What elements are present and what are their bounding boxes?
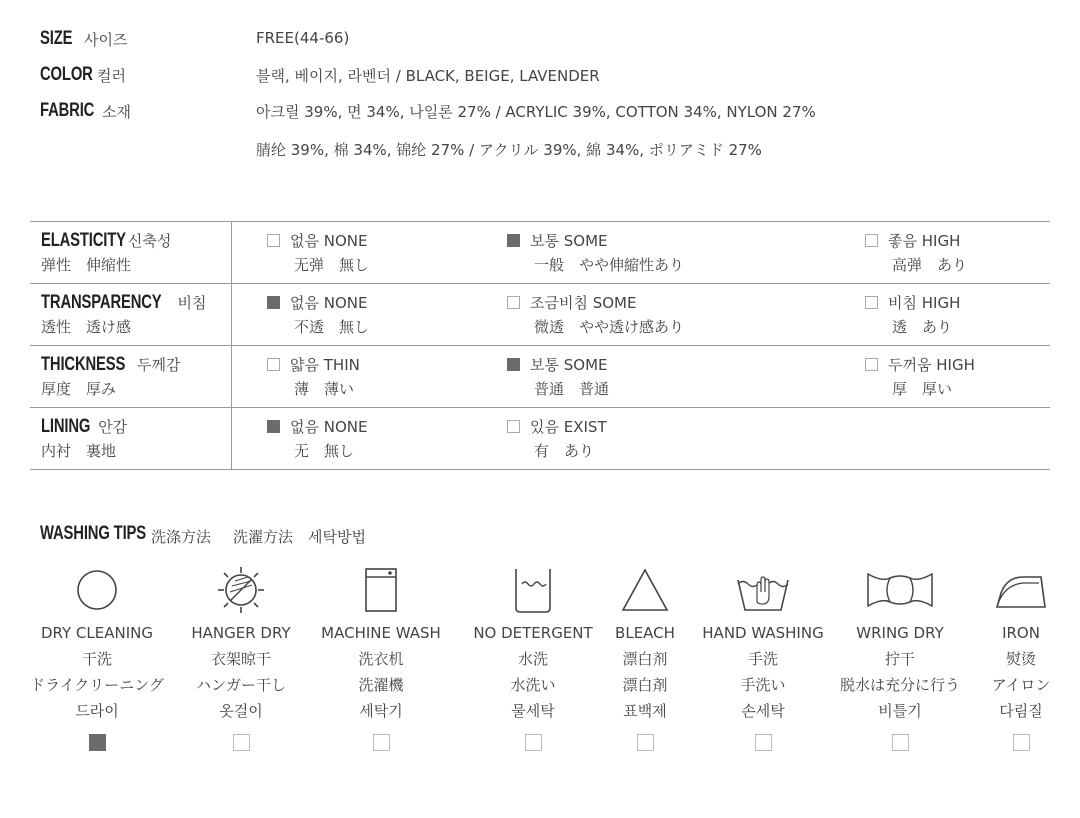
wash-label-en: BLEACH	[615, 624, 675, 642]
wash-label-ja: 水洗い	[510, 676, 556, 694]
option-sub: 一般 やや伸縮性あり	[534, 256, 685, 274]
option-label: 있음 EXIST	[530, 418, 607, 436]
wash-label-en: WRING DRY	[856, 624, 944, 642]
wash-label-zh: 手洗	[747, 650, 778, 668]
washing-tips-ja: 洗濯方法	[233, 528, 294, 546]
property-kor: 신축성	[127, 232, 172, 250]
option-checkbox[interactable]	[865, 296, 878, 309]
wash-checkbox[interactable]	[892, 734, 909, 751]
property-kor: 비침	[177, 294, 207, 312]
option-label: 얇음 THIN	[290, 356, 360, 374]
option-checkbox[interactable]	[865, 234, 878, 247]
properties-table	[30, 221, 1050, 470]
option-label: 비침 HIGH	[888, 294, 961, 312]
option-checkbox[interactable]	[507, 234, 520, 247]
spec-fabric-value: 아크릴 39%, 면 34%, 나일론 27% / ACRYLIC 39%, COTTON 34%, NYLON 27%	[256, 103, 816, 121]
option-checkbox[interactable]	[865, 358, 878, 371]
wash-item-iron	[946, 560, 1080, 755]
option-checkbox[interactable]	[267, 296, 280, 309]
spec-size	[40, 28, 350, 50]
option-label: 두꺼움 HIGH	[888, 356, 975, 374]
wash-label-zh: 水洗	[517, 650, 548, 668]
property-sub: 弹性 伸缩性	[41, 256, 132, 274]
spec-size-label: SIZE	[40, 28, 73, 49]
option-sub: 高弹 あり	[892, 256, 968, 274]
wash-label-ja: 脱水は充分に行う	[839, 676, 960, 694]
wash-label-en: IRON	[1002, 624, 1040, 642]
wash-label-en: HANGER DRY	[191, 624, 291, 642]
spec-fabric-label: FABRIC	[40, 100, 95, 121]
spec-fabric	[40, 100, 816, 122]
dry-cleaning-icon	[22, 560, 172, 620]
wash-label-ko: 다림질	[999, 702, 1043, 720]
property-row-transparency	[30, 284, 1050, 346]
wash-checkbox[interactable]	[637, 734, 654, 751]
wash-item-hand-washing	[688, 560, 838, 755]
property-kor: 두께감	[137, 356, 181, 374]
option-label: 보통 SOME	[530, 356, 608, 374]
wash-label-en: NO DETERGENT	[473, 624, 593, 642]
option-checkbox[interactable]	[507, 420, 520, 433]
option-checkbox[interactable]	[507, 296, 520, 309]
property-row-thickness	[30, 346, 1050, 408]
hanger-dry-icon	[166, 560, 316, 620]
wash-item-dry-cleaning	[22, 560, 172, 755]
property-title: LINING	[41, 416, 91, 437]
wash-label-zh: 拧干	[884, 650, 915, 668]
option-sub: 微透 やや透け感あり	[534, 318, 685, 336]
option-checkbox[interactable]	[267, 358, 280, 371]
option-sub: 无弹 無し	[294, 256, 370, 274]
wash-checkbox[interactable]	[373, 734, 390, 751]
property-title: TRANSPARENCY	[41, 292, 162, 313]
wash-label-ja: 漂白剤	[622, 676, 668, 694]
option-checkbox[interactable]	[507, 358, 520, 371]
washing-tips-title: WASHING TIPS	[40, 523, 146, 544]
spec-color	[40, 64, 600, 86]
spec-size-value: FREE(44-66)	[256, 29, 350, 47]
spec-color-value: 블랙, 베이지, 라벤더 / BLACK, BEIGE, LAVENDER	[256, 67, 600, 85]
option-sub: 不透 無し	[294, 318, 370, 336]
wash-label-zh: 熨烫	[1005, 650, 1036, 668]
wash-label-en: HAND WASHING	[702, 624, 824, 642]
property-title: ELASTICITY	[41, 230, 126, 251]
washing-tips-ko: 세탁방법	[308, 528, 366, 546]
hand-washing-icon	[688, 560, 838, 620]
wash-label-ko: 표백제	[623, 702, 667, 720]
wash-label-ja: 洗濯機	[358, 676, 404, 694]
wash-label-ko: 손세탁	[741, 702, 785, 720]
wash-checkbox[interactable]	[1013, 734, 1030, 751]
option-label: 좋음 HIGH	[888, 232, 961, 250]
spec-color-label: COLOR	[40, 64, 93, 85]
wash-item-hanger-dry	[166, 560, 316, 755]
property-title: THICKNESS	[41, 354, 126, 375]
option-sub: 透 あり	[892, 318, 953, 336]
property-sub: 内衬 裏地	[41, 442, 117, 460]
option-sub: 有 あり	[534, 442, 595, 460]
wash-label-ko: 비틀기	[878, 702, 922, 720]
wash-label-ko: 드라이	[75, 702, 119, 720]
option-label: 없음 NONE	[290, 232, 368, 250]
wash-item-machine-wash	[306, 560, 456, 755]
spec-fabric-kor: 소재	[102, 103, 131, 121]
spec-fabric-value-alt: 腈纶 39%, 棉 34%, 锦纶 27% / アクリル 39%, 綿 34%, ポリアミド 27%	[256, 141, 762, 159]
option-label: 조금비침 SOME	[530, 294, 637, 312]
property-row-lining	[30, 408, 1050, 470]
wash-checkbox[interactable]	[89, 734, 106, 751]
wash-checkbox[interactable]	[233, 734, 250, 751]
wash-label-zh: 漂白剂	[622, 650, 668, 668]
wash-checkbox[interactable]	[755, 734, 772, 751]
wash-label-en: MACHINE WASH	[321, 624, 441, 642]
property-kor: 안감	[98, 418, 128, 436]
property-sub: 透性 透け感	[41, 318, 132, 336]
wash-label-ko: 세탁기	[359, 702, 403, 720]
wash-label-en: DRY CLEANING	[40, 624, 153, 642]
washing-tips-header	[40, 523, 366, 546]
option-label: 보통 SOME	[530, 232, 608, 250]
option-sub: 薄 薄い	[294, 380, 355, 398]
washing-tips-zh: 洗涤方法	[151, 528, 212, 546]
wash-label-ja: 手洗い	[740, 676, 786, 694]
wash-label-ja: ハンガー干し	[195, 676, 286, 694]
wash-label-ko: 옷걸이	[219, 702, 263, 720]
spec-color-kor: 컬러	[97, 67, 126, 85]
wash-label-ko: 물세탁	[511, 702, 555, 720]
option-label: 없음 NONE	[290, 294, 368, 312]
wash-label-ja: ドライクリーニング	[30, 676, 164, 694]
wash-label-zh: 干洗	[81, 650, 112, 668]
spec-size-kor: 사이즈	[84, 31, 128, 49]
option-sub: 普通 普通	[534, 380, 610, 398]
option-label: 없음 NONE	[290, 418, 368, 436]
wash-checkbox[interactable]	[525, 734, 542, 751]
option-checkbox[interactable]	[267, 234, 280, 247]
wash-label-zh: 洗衣机	[358, 650, 404, 668]
wash-label-zh: 衣架晾干	[210, 650, 271, 668]
machine-wash-icon	[306, 560, 456, 620]
option-sub: 无 無し	[294, 442, 355, 460]
wash-label-ja: アイロン	[991, 676, 1051, 694]
property-sub: 厚度 厚み	[41, 380, 117, 398]
option-checkbox[interactable]	[267, 420, 280, 433]
option-sub: 厚 厚い	[892, 380, 953, 398]
iron-icon	[946, 560, 1080, 620]
property-row-elasticity	[30, 222, 1050, 284]
